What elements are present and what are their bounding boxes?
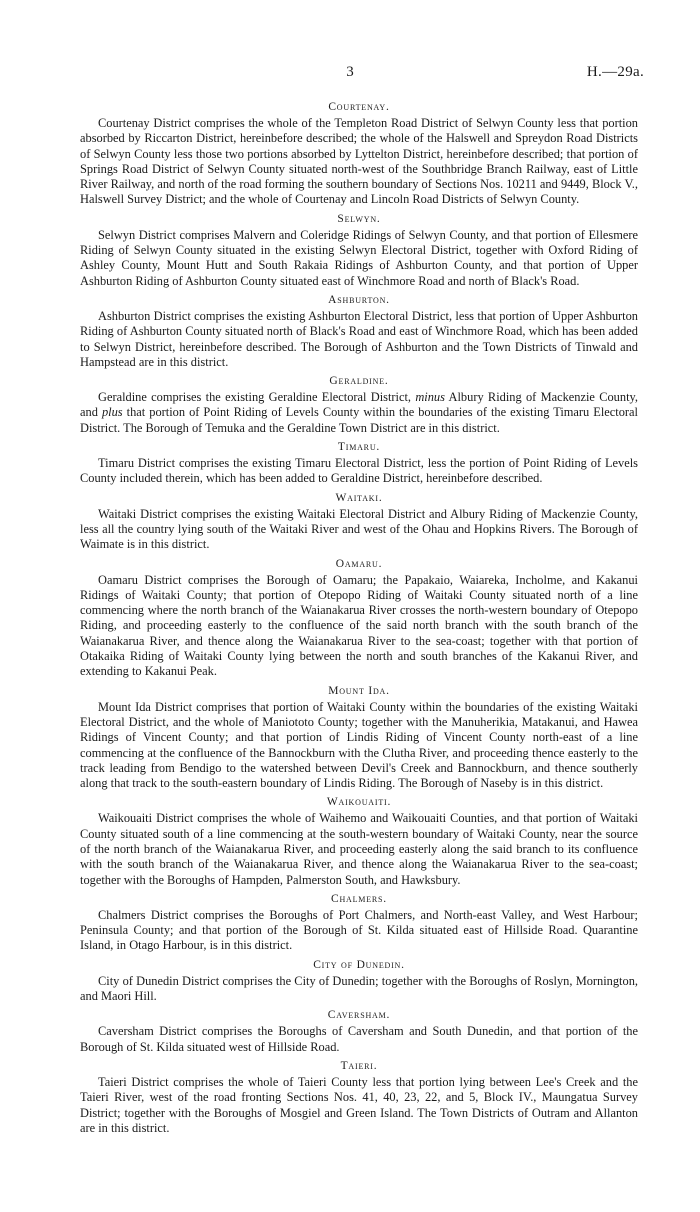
section-paragraph: Taieri District comprises the whole of Taieri County less that portion lying between Lee's Creek and the Taieri River, west of the road fronting Sections Nos. 41, 40, 23, 22, and 5, Block IV., Maungatua Survey District; together with the Boroughs of Mosgiel and Green Island. The Town Districts of Outram and Allanton are in this district. bbox=[80, 1074, 638, 1135]
section-taieri bbox=[80, 1059, 638, 1136]
section-chalmers bbox=[80, 892, 638, 954]
section-waikouaiti bbox=[80, 795, 638, 887]
section-heading: Caversham. bbox=[327, 1009, 391, 1022]
document-body bbox=[80, 96, 638, 1136]
paragraph-text: Albury Riding of Mackenzie County, and bbox=[80, 390, 638, 420]
section-caversham bbox=[80, 1008, 638, 1055]
section-heading: Courtenay. bbox=[328, 101, 390, 113]
section-paragraph: Waitaki District comprises the existing Waitaki Electoral District and Albury Riding of Mackenzie County, less all the country lying south of the Waitaki River and west of the Ohau and Hopkins Rivers. The Borough of Waimate is in this district. bbox=[80, 506, 638, 552]
italic-term: minus bbox=[415, 390, 445, 405]
section-paragraph: Selwyn District comprises Malvern and Coleridge Ridings of Selwyn County, and that portion of Ellesmere Riding of Selwyn County situated in the existing Selwyn Electoral District, together with Oxford Riding of Ashley County, Mount Hutt and South Rakaia Ridings of Ashburton County, and that portion of Upper Ashburton Riding of Ashburton County situated east of Winchmore Road and north of Black's Road. bbox=[80, 227, 638, 288]
section-heading: Waitaki. bbox=[335, 491, 383, 504]
paragraph-text: that portion of Point Riding of Levels County within the boundaries of the existing Timaru Electoral District. The Borough of Temuka and the Geraldine Town District are in this district. bbox=[80, 405, 638, 435]
section-paragraph: Caversham District comprises the Boroughs of Caversham and South Dunedin, and that portion of the Borough of St. Kilda situated west of Hillside Road. bbox=[80, 1024, 638, 1054]
section-waitaki bbox=[80, 491, 638, 553]
section-paragraph bbox=[80, 390, 638, 436]
section-paragraph: Timaru District comprises the existing Timaru Electoral District, less the portion of Point Riding of Levels County included therein, which has been added to Geraldine District, hereinbefore described. bbox=[80, 456, 638, 486]
section-heading: City of Dunedin. bbox=[313, 958, 405, 971]
section-heading: Selwyn. bbox=[337, 212, 381, 225]
section-heading: Ashburton. bbox=[328, 293, 390, 306]
section-heading: Mount Ida. bbox=[328, 684, 390, 697]
section-paragraph: Ashburton District comprises the existing Ashburton Electoral District, less that portion of Upper Ashburton Riding of Ashburton County situated north of Black's Road and east of Winchmore Road, which has been added to Selwyn District, hereinbefore described. The Borough of Ashburton and the Town Districts of Tinwald and Hampstead are in this district. bbox=[80, 308, 638, 369]
section-heading: Timaru. bbox=[337, 441, 381, 454]
section-heading: Waikouaiti. bbox=[326, 796, 392, 809]
section-oamaru bbox=[80, 557, 638, 680]
section-heading: Geraldine. bbox=[329, 375, 389, 388]
section-heading: Chalmers. bbox=[331, 892, 387, 905]
section-heading: Taieri. bbox=[340, 1059, 378, 1072]
document-reference: H.—29a. bbox=[586, 64, 644, 80]
section-paragraph: City of Dunedin District comprises the City of Dunedin; together with the Boroughs of Roslyn, Mornington, and Maori Hill. bbox=[80, 973, 638, 1004]
page-number: 3 bbox=[346, 64, 354, 80]
section-paragraph: Courtenay District comprises the whole of the Templeton Road District of Selwyn County less that portion absorbed by Riccarton District, hereinbefore described; the whole of the Halswell and Spreydon Road Districts of Selwyn County less those two portions absorbed by Lyttelton District, hereinbefore described; that portion of Springs Road District of Selwyn County situated north-west of the Southbridge Branch Railway, east of Little River Railway, and north of the road forming the southern boundary of Sections Nos. 10211 and 9449, Block V., Halswell Survey District; and the whole of Courtenay and Lincoln Road Districts of Selwyn County. bbox=[80, 116, 638, 207]
italic-term: plus bbox=[101, 405, 123, 420]
section-city-of-dunedin bbox=[80, 958, 638, 1005]
section-selwyn bbox=[80, 212, 638, 289]
section-paragraph: Waikouaiti District comprises the whole of Waihemo and Waikouaiti Counties, and that portion of Waitaki County situated south of a line commencing at the south-western boundary of Waitaki County, near the source of the north branch of the Waianakarua River, and proceeding easterly along the said branch to its confluence with the south branch of the Waianakarua River, and thence along the Waianakarua River to the sea-coast; together with the Boroughs of Hampden, Palmerston South, and Hawksbury. bbox=[80, 811, 638, 887]
section-geraldine bbox=[80, 374, 638, 436]
section-paragraph: Oamaru District comprises the Borough of Oamaru; the Papakaio, Waiareka, Incholme, and Kakanui Ridings of Waitaki County; that portion of Otepopo Riding of Waitaki County situated north of a line commencing where the north branch of the Waianakarua River crosses the north-western boundary of Otepopo Riding, and proceeding easterly to the confluence of the said north branch with the south branch of the Waianakarua River, and thence along the Waianakarua River to the sea-coast; together with that portion of Otakaika Riding of Waitaki County lying between the north and south branches of the Kakanui River, and extending to Kakanui Peak. bbox=[80, 572, 638, 679]
section-paragraph: Mount Ida District comprises that portion of Waitaki County within the boundaries of the existing Waitaki Electoral District, and the whole of Maniototo County; together with the Manuherikia, Matakanui, and Hawea Ridings of Vincent County; and that portion of Lindis Riding of Vincent County north-east of a line commencing at the confluence of the Bannockburn with the Clutha River, and proceeding thence easterly to the track leading from Bendigo to the watershed between Devil's Creek and Bannockburn, and thence southerly along that track to the south-eastern boundary of Lindis Riding. The Borough of Naseby is in this district. bbox=[80, 699, 638, 791]
section-heading: Oamaru. bbox=[335, 557, 383, 570]
section-courtenay bbox=[80, 100, 638, 208]
paragraph-text: Geraldine comprises the existing Geraldine Electoral District, bbox=[98, 390, 416, 405]
section-paragraph: Chalmers District comprises the Boroughs of Port Chalmers, and North-east Valley, and West Harbour; Peninsula County; and that portion of the Borough of St. Kilda situated east of Hillside Road. Quarantine Island, in Otago Harbour, is in this district. bbox=[80, 907, 638, 953]
section-mount-ida bbox=[80, 684, 638, 792]
section-ashburton bbox=[80, 293, 638, 370]
section-timaru bbox=[80, 440, 638, 487]
